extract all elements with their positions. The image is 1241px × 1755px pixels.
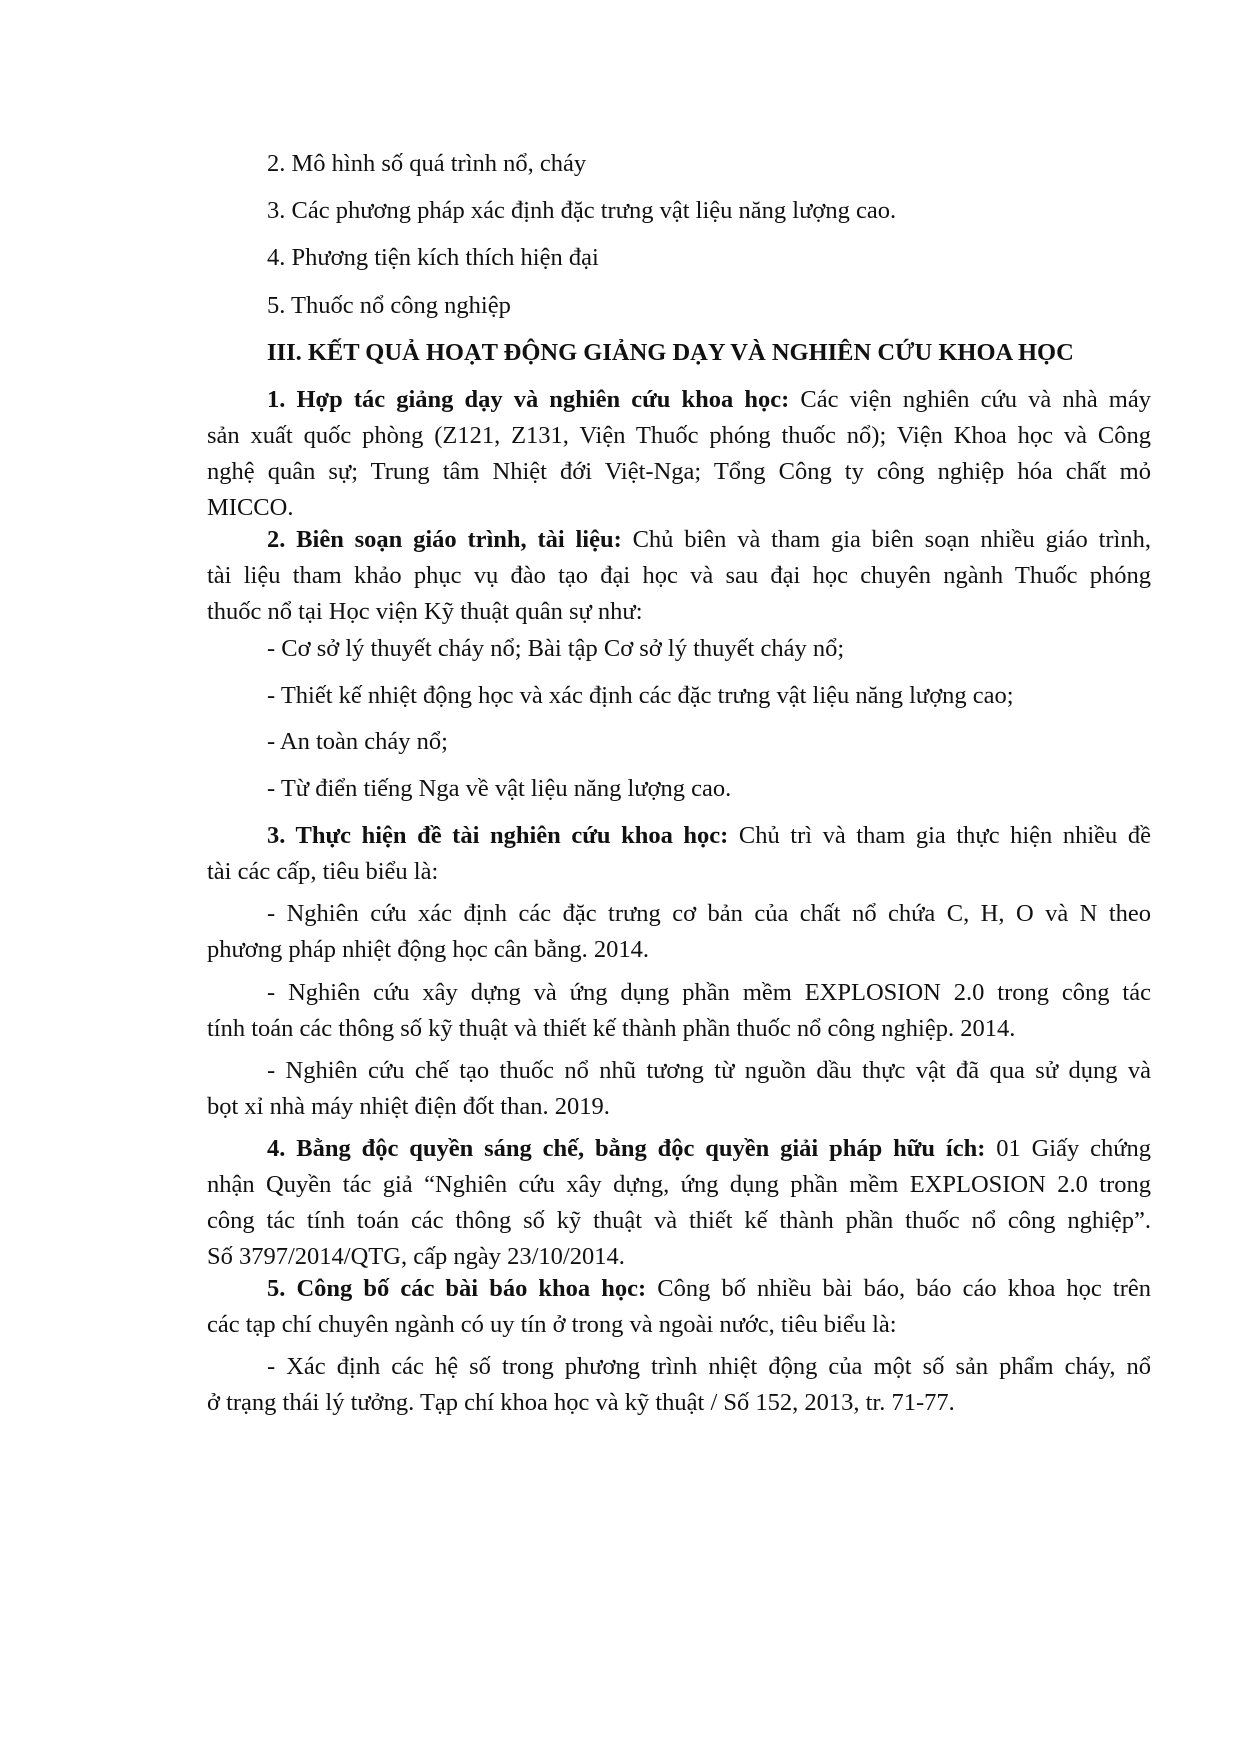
- paragraph-text: bọt xỉ nhà máy nhiệt điện đốt than. 2019.: [207, 1093, 610, 1120]
- book-item: - Thiết kế nhiệt động học và xác định các đặc trưng vật liệu năng lượng cao;: [267, 682, 1014, 709]
- list-item: 2. Mô hình số quá trình nổ, cháy: [267, 150, 587, 177]
- paragraph-text: Chủ trì và tham gia thực hiện nhiều đề: [728, 822, 1151, 849]
- paragraph-label: 5. Công bố các bài báo khoa học:: [267, 1275, 647, 1302]
- paragraph-text: công tác tính toán các thông số kỹ thuật và thiết kế thành phần thuốc nổ công nghiệp”.: [207, 1207, 1151, 1234]
- paragraph-text: thuốc nổ tại Học viện Kỹ thuật quân sự như:: [207, 598, 643, 625]
- paragraph-text: tính toán các thông số kỹ thuật và thiết kế thành phần thuốc nổ công nghiệp. 2014.: [207, 1015, 1016, 1042]
- book-item: - Từ điển tiếng Nga về vật liệu năng lượng cao.: [267, 775, 732, 802]
- paragraph-text: 01 Giấy chứng: [985, 1135, 1151, 1162]
- paragraph-text: Số 3797/2014/QTG, cấp ngày 23/10/2014.: [207, 1243, 625, 1270]
- paragraph-text: Các viện nghiên cứu và nhà máy: [789, 386, 1151, 413]
- paragraph-text: tài liệu tham khảo phục vụ đào tạo đại học và sau đại học chuyên ngành Thuốc phóng: [207, 562, 1151, 589]
- paragraph-label: 2. Biên soạn giáo trình, tài liệu:: [267, 526, 622, 553]
- paragraph-label: 3. Thực hiện đề tài nghiên cứu khoa học:: [267, 822, 729, 849]
- paragraph-publications: [207, 1271, 1151, 1343]
- paragraph-text: tài các cấp, tiêu biểu là:: [207, 858, 439, 885]
- publication-item: [207, 1349, 1151, 1421]
- book-item: - Cơ sở lý thuyết cháy nổ; Bài tập Cơ sở lý thuyết cháy nổ;: [267, 635, 845, 662]
- paragraph-text: nhận Quyền tác giả “Nghiên cứu xây dựng, ứng dụng phần mềm EXPLOSION 2.0 trong: [207, 1171, 1151, 1198]
- list-item: 4. Phương tiện kích thích hiện đại: [267, 244, 599, 271]
- paragraph-text: - Nghiên cứu chế tạo thuốc nổ nhũ tương từ nguồn dầu thực vật đã qua sử dụng và: [267, 1057, 1151, 1084]
- project-item: [207, 1053, 1151, 1125]
- paragraph-text: Công bố nhiều bài báo, báo cáo khoa học trên: [646, 1275, 1151, 1302]
- paragraph-label: 4. Bằng độc quyền sáng chế, bằng độc quyền giải pháp hữu ích:: [267, 1135, 986, 1162]
- paragraph-text: - Nghiên cứu xác định các đặc trưng cơ bản của chất nổ chứa C, H, O và N theo: [267, 900, 1151, 927]
- list-item: 3. Các phương pháp xác định đặc trưng vật liệu năng lượng cao.: [267, 197, 897, 224]
- paragraph-label: 1. Hợp tác giảng dạy và nghiên cứu khoa học:: [267, 386, 790, 413]
- paragraph-text: sản xuất quốc phòng (Z121, Z131, Viện Thuốc phóng thuốc nổ); Viện Khoa học và Công: [207, 422, 1151, 449]
- project-item: [207, 975, 1151, 1047]
- paragraph-text: MICCO.: [207, 494, 294, 521]
- list-item: 5. Thuốc nổ công nghiệp: [267, 292, 511, 319]
- paragraph-cooperation: [207, 382, 1151, 526]
- project-item: [207, 896, 1151, 968]
- paragraph-text: - Nghiên cứu xây dựng và ứng dụng phần mềm EXPLOSION 2.0 trong công tác: [267, 979, 1151, 1006]
- paragraph-patent: [207, 1131, 1151, 1275]
- paragraph-text: nghệ quân sự; Trung tâm Nhiệt đới Việt-Nga; Tổng Công ty công nghiệp hóa chất mỏ: [207, 458, 1151, 485]
- paragraph-research: [207, 818, 1151, 890]
- paragraph-text: ở trạng thái lý tưởng. Tạp chí khoa học và kỹ thuật / Số 152, 2013, tr. 71-77.: [207, 1389, 955, 1416]
- paragraph-text: phương pháp nhiệt động học cân bằng. 2014.: [207, 936, 649, 963]
- paragraph-text: - Xác định các hệ số trong phương trình nhiệt động của một số sản phẩm cháy, nổ: [267, 1353, 1151, 1380]
- paragraph-text: các tạp chí chuyên ngành có uy tín ở trong và ngoài nước, tiêu biểu là:: [207, 1311, 897, 1338]
- book-item: - An toàn cháy nổ;: [267, 728, 448, 755]
- paragraph-textbooks: [207, 522, 1151, 630]
- paragraph-text: Chủ biên và tham gia biên soạn nhiều giáo trình,: [621, 526, 1151, 553]
- section-title: III. KẾT QUẢ HOẠT ĐỘNG GIẢNG DẠY VÀ NGHIÊN CỨU KHOA HỌC: [267, 339, 1074, 366]
